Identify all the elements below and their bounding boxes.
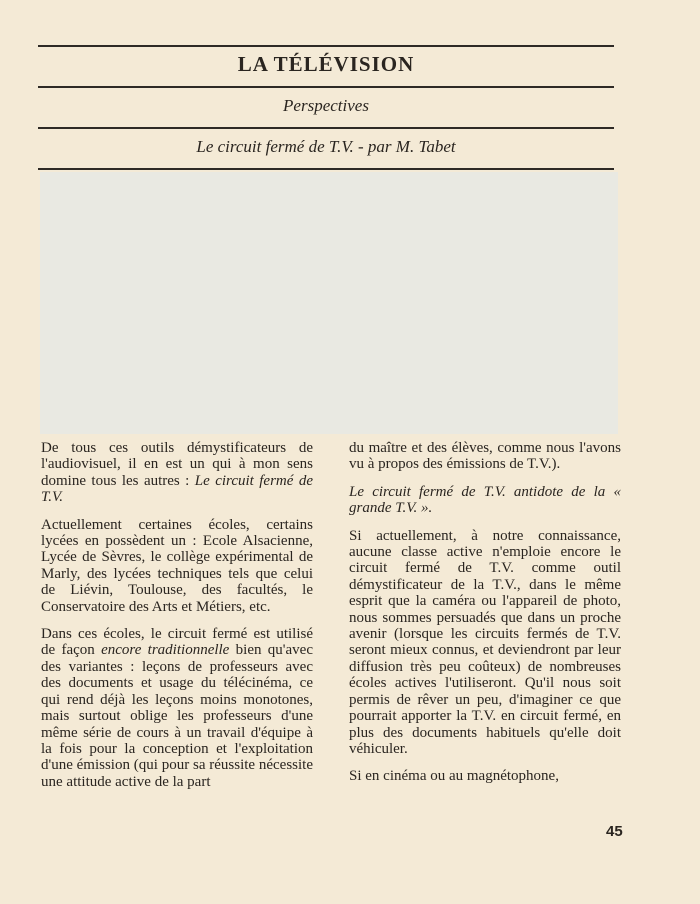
rule-under-subtitle	[38, 127, 614, 129]
italic-span: encore traditionnelle	[101, 642, 230, 659]
right-column	[349, 440, 621, 796]
page-title: LA TÉLÉVISION	[237, 52, 415, 76]
top-rule	[38, 45, 614, 47]
text-span: De tous ces outils démystificateurs de l'audiovisuel, il en est un qui à mon sens domine tous les autres :	[41, 440, 313, 489]
article-photo	[40, 172, 618, 434]
right-paragraph-2: Si actuellement, à notre connaissance, aucune classe active n'emploie encore le circuit fermé de T.V. comme outil démystificateur de la T.V., dans le même esprit que la caméra ou l'appareil de photo, nous sommes persuadés que dans un proche avenir (lorsque les circuits fermés de T.V. seront mieux connus, et deviendront par leur diffusion très peu coûteux) de nombreuses écoles actives l'utiliseront. Qu'il nous soit permis de rêver un peu, d'imaginer ce que pourrait apporter la T.V. en circuit fermé, en plus des documents habituels qu'elle doit véhiculer.	[349, 527, 621, 757]
section-subtitle: Perspectives	[283, 96, 369, 115]
right-paragraph-1: du maître et des élèves, comme nous l'avons vu à propos des émissions de T.V.).	[349, 440, 621, 473]
text-span: bien qu'avec des variantes : leçons de professeurs avec des documents et usage du télécinéma, ce qui rend déjà les leçons moins monotones, mais surtout oblige les professeurs d'une même série de cours à un travail d'équipe à la fois pour la conception et l'exploitation d'une émission (qui pour sa réussite nécessite une attitude active de la part	[41, 642, 313, 790]
article-byline: Le circuit fermé de T.V. - par M. Tabet	[196, 137, 456, 156]
right-paragraph-3: Si en cinéma ou au magnétophone,	[349, 768, 559, 785]
left-paragraph-3	[41, 626, 313, 790]
text-span: Dans ces écoles, le circuit fermé est utilisé de façon	[41, 626, 313, 659]
left-column	[41, 440, 313, 801]
page-number: 45	[606, 823, 623, 840]
rule-under-title	[38, 86, 614, 88]
rule-under-byline	[38, 168, 614, 170]
italic-span: Le circuit fermé de T.V.	[41, 472, 313, 506]
left-paragraph-2: Actuellement certaines écoles, certains lycées en possèdent un : Ecole Alsacienne, Lycée de Sèvres, le collège expérimental de Marly, des lycées techniques tels que celui de Liévin, Toulouse, des facultés, le Conservatoire des Arts et Métiers, etc.	[41, 516, 313, 615]
left-paragraph-1	[41, 440, 313, 506]
right-subheading: Le circuit fermé de T.V. antidote de la « grande T.V. ».	[349, 483, 621, 517]
